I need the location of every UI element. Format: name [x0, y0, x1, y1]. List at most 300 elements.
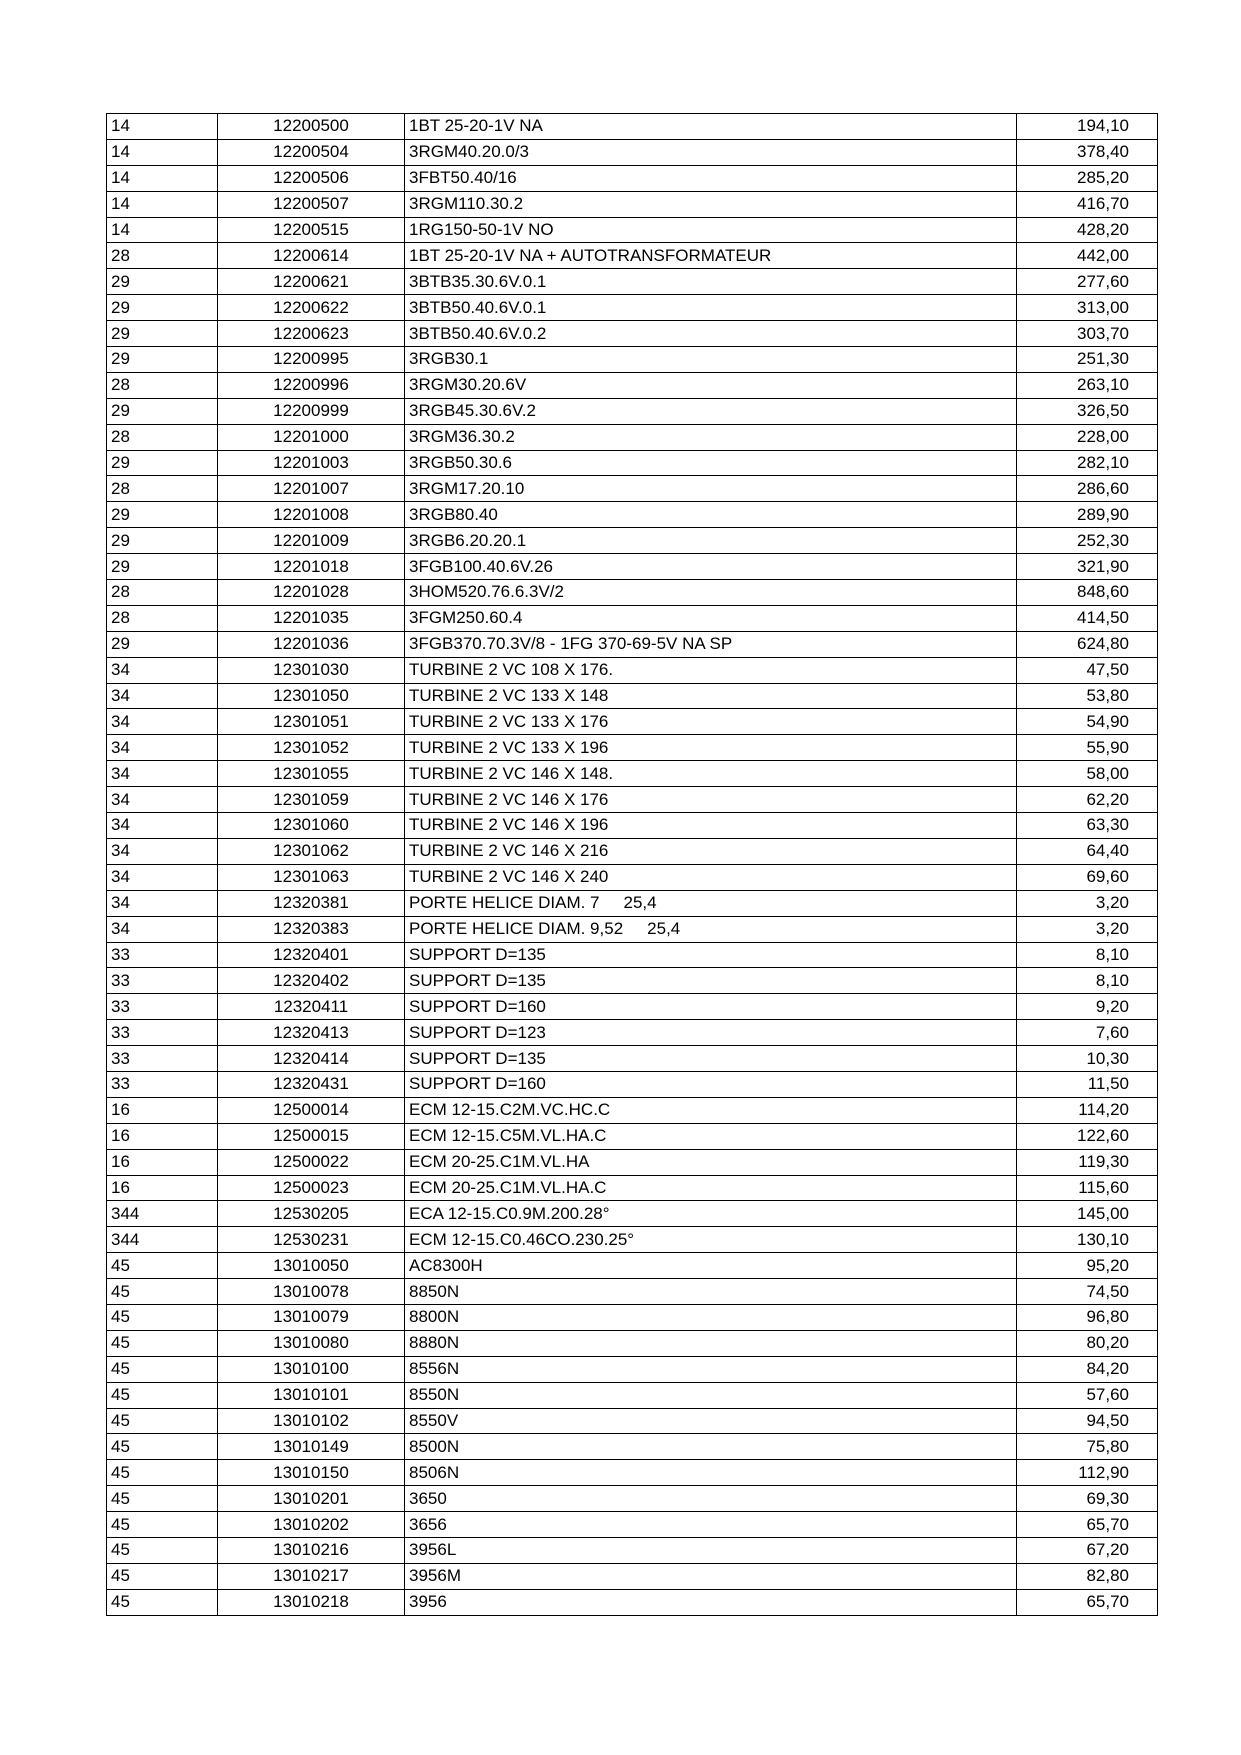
- group-cell: 29: [107, 528, 218, 554]
- group-cell: 33: [107, 942, 218, 968]
- group-cell: 45: [107, 1382, 218, 1408]
- designation-text: 1BT 25-20-1V NA + AUTOTRANSFORMATEUR: [409, 245, 772, 265]
- table-row: [107, 1460, 1158, 1486]
- table-row: [107, 631, 1158, 657]
- price-cell: 251,30: [1017, 347, 1158, 373]
- code-cell: 12301062: [218, 838, 405, 864]
- designation-text: 3RGB50.30.6: [409, 453, 513, 473]
- designation-cell: [405, 761, 1017, 787]
- table-row: [107, 502, 1158, 528]
- group-cell: 14: [107, 217, 218, 243]
- designation-cell: [405, 165, 1017, 191]
- price-cell: 9,20: [1017, 994, 1158, 1020]
- designation-cell: [405, 683, 1017, 709]
- designation-text: SUPPORT D=160: [409, 996, 546, 1016]
- designation-cell: [405, 1408, 1017, 1434]
- code-cell: 13010078: [218, 1279, 405, 1305]
- group-cell: 16: [107, 1097, 218, 1123]
- designation-text: 3956M: [409, 1566, 461, 1586]
- table-row: [107, 139, 1158, 165]
- code-cell: 13010150: [218, 1460, 405, 1486]
- table-row: [107, 217, 1158, 243]
- designation-text: 1RG150-50-1V NO: [409, 220, 554, 239]
- designation-text: 3FBT50.40/16: [409, 168, 517, 188]
- price-cell: 53,80: [1017, 683, 1158, 709]
- price-cell: 119,30: [1017, 1149, 1158, 1175]
- designation-cell: [405, 631, 1017, 657]
- table-row: [107, 114, 1158, 140]
- price-table: [106, 113, 1158, 1616]
- designation-text: SUPPORT D=135: [409, 970, 546, 990]
- price-cell: 313,00: [1017, 295, 1158, 321]
- group-cell: 45: [107, 1356, 218, 1382]
- code-cell: 12301063: [218, 864, 405, 890]
- group-cell: 45: [107, 1589, 218, 1615]
- group-cell: 34: [107, 735, 218, 761]
- price-cell: 3,20: [1017, 890, 1158, 916]
- designation-text: 8850N: [409, 1281, 460, 1301]
- price-cell: 282,10: [1017, 450, 1158, 476]
- price-cell: 321,90: [1017, 554, 1158, 580]
- designation-text: 3FGM250.60.4: [409, 608, 523, 628]
- designation-cell: [405, 1304, 1017, 1330]
- table-row: [107, 347, 1158, 373]
- group-cell: 34: [107, 838, 218, 864]
- table-row: [107, 1149, 1158, 1175]
- table-row: [107, 709, 1158, 735]
- code-cell: 12201007: [218, 476, 405, 502]
- group-cell: 29: [107, 450, 218, 476]
- group-cell: 45: [107, 1304, 218, 1330]
- designation-cell: [405, 916, 1017, 942]
- designation-text: 8550V: [409, 1410, 459, 1430]
- table-row: [107, 321, 1158, 347]
- table-row: [107, 1020, 1158, 1046]
- table-row: [107, 1537, 1158, 1563]
- designation-cell: [405, 191, 1017, 217]
- designation-extra-text: 25,4: [647, 919, 681, 939]
- price-cell: 112,90: [1017, 1460, 1158, 1486]
- designation-text: 8506N: [409, 1462, 460, 1482]
- group-cell: 28: [107, 605, 218, 631]
- code-cell: 12201035: [218, 605, 405, 631]
- table-row: [107, 890, 1158, 916]
- table-row: [107, 1330, 1158, 1356]
- price-cell: 62,20: [1017, 787, 1158, 813]
- designation-cell: [405, 139, 1017, 165]
- code-cell: 12500022: [218, 1149, 405, 1175]
- designation-cell: [405, 1020, 1017, 1046]
- price-cell: 47,50: [1017, 657, 1158, 683]
- price-cell: 428,20: [1017, 217, 1158, 243]
- code-cell: 12500023: [218, 1175, 405, 1201]
- price-cell: 54,90: [1017, 709, 1158, 735]
- group-cell: 29: [107, 295, 218, 321]
- designation-text: 3956L: [409, 1540, 457, 1560]
- code-cell: 12200621: [218, 269, 405, 295]
- designation-cell: [405, 450, 1017, 476]
- price-cell: 67,20: [1017, 1537, 1158, 1563]
- designation-text: 8550N: [409, 1385, 460, 1405]
- price-cell: 95,20: [1017, 1253, 1158, 1279]
- designation-cell: [405, 1537, 1017, 1563]
- group-cell: 34: [107, 864, 218, 890]
- table-row: [107, 1227, 1158, 1253]
- code-cell: 13010217: [218, 1563, 405, 1589]
- designation-text: 1BT 25-20-1V NA: [409, 116, 543, 136]
- group-cell: 34: [107, 916, 218, 942]
- table-row: [107, 1356, 1158, 1382]
- code-cell: 12200504: [218, 139, 405, 165]
- group-cell: 34: [107, 890, 218, 916]
- designation-cell: [405, 372, 1017, 398]
- designation-text: SUPPORT D=135: [409, 944, 546, 964]
- designation-cell: [405, 1046, 1017, 1072]
- code-cell: 12200500: [218, 114, 405, 140]
- designation-cell: [405, 1563, 1017, 1589]
- table-row: [107, 994, 1158, 1020]
- group-cell: 16: [107, 1149, 218, 1175]
- price-cell: 3,20: [1017, 916, 1158, 942]
- designation-cell: [405, 1356, 1017, 1382]
- designation-cell: [405, 1512, 1017, 1538]
- group-cell: 34: [107, 657, 218, 683]
- code-cell: 12320383: [218, 916, 405, 942]
- price-cell: 94,50: [1017, 1408, 1158, 1434]
- code-cell: 12200507: [218, 191, 405, 217]
- code-cell: 13010101: [218, 1382, 405, 1408]
- designation-cell: [405, 1071, 1017, 1097]
- designation-text: TURBINE 2 VC 146 X 148.: [409, 763, 614, 783]
- group-cell: 29: [107, 631, 218, 657]
- designation-cell: [405, 1123, 1017, 1149]
- price-cell: 122,60: [1017, 1123, 1158, 1149]
- code-cell: 12320381: [218, 890, 405, 916]
- designation-cell: [405, 1460, 1017, 1486]
- code-cell: 12200506: [218, 165, 405, 191]
- designation-cell: [405, 1149, 1017, 1175]
- price-cell: 8,10: [1017, 942, 1158, 968]
- code-cell: 13010050: [218, 1253, 405, 1279]
- price-cell: 114,20: [1017, 1097, 1158, 1123]
- designation-text: 3656: [409, 1514, 447, 1534]
- table-row: [107, 295, 1158, 321]
- code-cell: 12201028: [218, 580, 405, 606]
- designation-cell: [405, 787, 1017, 813]
- designation-cell: [405, 1279, 1017, 1305]
- price-cell: 84,20: [1017, 1356, 1158, 1382]
- designation-cell: [405, 580, 1017, 606]
- designation-cell: [405, 735, 1017, 761]
- designation-text: SUPPORT D=123: [409, 1022, 546, 1042]
- price-cell: 57,60: [1017, 1382, 1158, 1408]
- designation-cell: [405, 968, 1017, 994]
- group-cell: 28: [107, 580, 218, 606]
- table-row: [107, 1175, 1158, 1201]
- designation-cell: [405, 1382, 1017, 1408]
- code-cell: 12201009: [218, 528, 405, 554]
- price-cell: 303,70: [1017, 321, 1158, 347]
- designation-extra-text: 25,4: [623, 893, 657, 913]
- group-cell: 34: [107, 813, 218, 839]
- group-cell: 344: [107, 1201, 218, 1227]
- designation-cell: [405, 243, 1017, 269]
- designation-text: ECM 20-25.C1M.VL.HA: [409, 1152, 590, 1172]
- designation-text: 3RGM30.20.6V: [409, 375, 527, 395]
- code-cell: 12320411: [218, 994, 405, 1020]
- group-cell: 45: [107, 1253, 218, 1279]
- designation-text: ECA 12-15.C0.9M.200.28°: [409, 1203, 610, 1223]
- designation-text: TURBINE 2 VC 146 X 216: [409, 841, 609, 861]
- code-cell: 13010100: [218, 1356, 405, 1382]
- table-row: [107, 191, 1158, 217]
- designation-text: 3956: [409, 1592, 447, 1612]
- designation-text: 3RGM36.30.2: [409, 427, 515, 447]
- code-cell: 12200995: [218, 347, 405, 373]
- table-row: [107, 787, 1158, 813]
- table-row: [107, 813, 1158, 839]
- group-cell: 29: [107, 398, 218, 424]
- group-cell: 45: [107, 1537, 218, 1563]
- group-cell: 33: [107, 1071, 218, 1097]
- designation-cell: [405, 295, 1017, 321]
- designation-cell: [405, 1097, 1017, 1123]
- table-row: [107, 1589, 1158, 1615]
- code-cell: 12200999: [218, 398, 405, 424]
- table-row: [107, 424, 1158, 450]
- designation-text: TURBINE 2 VC 146 X 240: [409, 867, 609, 887]
- table-row: [107, 372, 1158, 398]
- price-cell: 7,60: [1017, 1020, 1158, 1046]
- table-row: [107, 735, 1158, 761]
- price-cell: 286,60: [1017, 476, 1158, 502]
- table-row: [107, 916, 1158, 942]
- designation-text: ECM 12-15.C0.46CO.230.25°: [409, 1229, 635, 1249]
- table-row: [107, 1563, 1158, 1589]
- designation-cell: [405, 1486, 1017, 1512]
- designation-cell: [405, 554, 1017, 580]
- group-cell: 45: [107, 1460, 218, 1486]
- group-cell: 29: [107, 554, 218, 580]
- code-cell: 12201003: [218, 450, 405, 476]
- code-cell: 13010201: [218, 1486, 405, 1512]
- price-cell: 194,10: [1017, 114, 1158, 140]
- designation-cell: [405, 502, 1017, 528]
- designation-cell: [405, 1227, 1017, 1253]
- code-cell: 13010216: [218, 1537, 405, 1563]
- code-cell: 12200614: [218, 243, 405, 269]
- designation-text: 3BTB50.40.6V.0.1: [409, 297, 547, 317]
- designation-text: ECM 12-15.C5M.VL.HA.C: [409, 1126, 607, 1146]
- table-row: [107, 528, 1158, 554]
- designation-cell: [405, 838, 1017, 864]
- table-row: [107, 683, 1158, 709]
- price-cell: 289,90: [1017, 502, 1158, 528]
- price-cell: 74,50: [1017, 1279, 1158, 1305]
- designation-text: TURBINE 2 VC 133 X 196: [409, 737, 609, 757]
- table-row: [107, 605, 1158, 631]
- table-row: [107, 657, 1158, 683]
- price-cell: 96,80: [1017, 1304, 1158, 1330]
- designation-cell: [405, 114, 1017, 140]
- designation-text: 8880N: [409, 1333, 460, 1353]
- table-row: [107, 942, 1158, 968]
- designation-text: AC8300H: [409, 1255, 483, 1275]
- code-cell: 12530205: [218, 1201, 405, 1227]
- designation-text: 3RGB30.1: [409, 349, 489, 369]
- group-cell: 45: [107, 1279, 218, 1305]
- price-cell: 82,80: [1017, 1563, 1158, 1589]
- price-cell: 55,90: [1017, 735, 1158, 761]
- group-cell: 45: [107, 1434, 218, 1460]
- code-cell: 13010218: [218, 1589, 405, 1615]
- price-cell: 64,40: [1017, 838, 1158, 864]
- table-row: [107, 1253, 1158, 1279]
- group-cell: 28: [107, 476, 218, 502]
- code-cell: 12201036: [218, 631, 405, 657]
- table-row: [107, 450, 1158, 476]
- table-row: [107, 1382, 1158, 1408]
- table-row: [107, 1434, 1158, 1460]
- table-row: [107, 838, 1158, 864]
- code-cell: 12200622: [218, 295, 405, 321]
- price-cell: 69,30: [1017, 1486, 1158, 1512]
- price-cell: 263,10: [1017, 372, 1158, 398]
- code-cell: 12200996: [218, 372, 405, 398]
- designation-cell: [405, 269, 1017, 295]
- table-row: [107, 1512, 1158, 1538]
- code-cell: 13010080: [218, 1330, 405, 1356]
- group-cell: 33: [107, 994, 218, 1020]
- designation-text: 3BTB35.30.6V.0.1: [409, 271, 547, 291]
- designation-text: 3BTB50.40.6V.0.2: [409, 323, 547, 343]
- code-cell: 12201018: [218, 554, 405, 580]
- designation-cell: [405, 890, 1017, 916]
- code-cell: 12200515: [218, 217, 405, 243]
- table-row: [107, 1071, 1158, 1097]
- designation-text: TURBINE 2 VC 146 X 176: [409, 789, 609, 809]
- price-cell: 11,50: [1017, 1071, 1158, 1097]
- group-cell: 16: [107, 1175, 218, 1201]
- price-cell: 58,00: [1017, 761, 1158, 787]
- designation-cell: [405, 1434, 1017, 1460]
- code-cell: 12301052: [218, 735, 405, 761]
- price-cell: 252,30: [1017, 528, 1158, 554]
- price-cell: 378,40: [1017, 139, 1158, 165]
- table-row: [107, 1408, 1158, 1434]
- price-cell: 624,80: [1017, 631, 1158, 657]
- group-cell: 45: [107, 1563, 218, 1589]
- designation-cell: [405, 424, 1017, 450]
- code-cell: 12301030: [218, 657, 405, 683]
- group-cell: 16: [107, 1123, 218, 1149]
- code-cell: 12301059: [218, 787, 405, 813]
- table-row: [107, 398, 1158, 424]
- designation-text: 8556N: [409, 1359, 460, 1379]
- table-row: [107, 165, 1158, 191]
- designation-text: 3HOM520.76.6.3V/2: [409, 582, 564, 602]
- price-cell: 69,60: [1017, 864, 1158, 890]
- code-cell: 12320431: [218, 1071, 405, 1097]
- group-cell: 14: [107, 191, 218, 217]
- designation-cell: [405, 1330, 1017, 1356]
- price-cell: 63,30: [1017, 813, 1158, 839]
- table-row: [107, 1201, 1158, 1227]
- group-cell: 344: [107, 1227, 218, 1253]
- code-cell: 12320402: [218, 968, 405, 994]
- table-row: [107, 1123, 1158, 1149]
- designation-text: 3FGB100.40.6V.26: [409, 556, 553, 576]
- designation-cell: [405, 657, 1017, 683]
- designation-cell: [405, 398, 1017, 424]
- price-cell: 145,00: [1017, 1201, 1158, 1227]
- group-cell: 33: [107, 1046, 218, 1072]
- designation-text: 3RGM110.30.2: [409, 194, 524, 214]
- designation-cell: [405, 347, 1017, 373]
- price-cell: 416,70: [1017, 191, 1158, 217]
- price-cell: 285,20: [1017, 165, 1158, 191]
- designation-cell: [405, 321, 1017, 347]
- designation-cell: [405, 528, 1017, 554]
- code-cell: 12301055: [218, 761, 405, 787]
- table-row: [107, 761, 1158, 787]
- designation-text: TURBINE 2 VC 133 X 148: [409, 686, 609, 706]
- group-cell: 33: [107, 1020, 218, 1046]
- group-cell: 29: [107, 502, 218, 528]
- designation-text: TURBINE 2 VC 146 X 196: [409, 815, 609, 835]
- group-cell: 28: [107, 372, 218, 398]
- table-row: [107, 1279, 1158, 1305]
- price-cell: 277,60: [1017, 269, 1158, 295]
- designation-text: 8500N: [409, 1436, 460, 1456]
- designation-text: PORTE HELICE DIAM. 9,52: [409, 919, 624, 939]
- group-cell: 28: [107, 243, 218, 269]
- code-cell: 13010149: [218, 1434, 405, 1460]
- code-cell: 12201000: [218, 424, 405, 450]
- table-row: [107, 243, 1158, 269]
- group-cell: 34: [107, 761, 218, 787]
- group-cell: 45: [107, 1512, 218, 1538]
- code-cell: 12301050: [218, 683, 405, 709]
- group-cell: 45: [107, 1486, 218, 1512]
- designation-text: 3FGB370.70.3V/8 - 1FG 370-69-5V NA SP: [409, 634, 733, 654]
- group-cell: 29: [107, 321, 218, 347]
- designation-text: PORTE HELICE DIAM. 7: [409, 893, 600, 913]
- designation-cell: [405, 217, 1017, 243]
- price-cell: 65,70: [1017, 1512, 1158, 1538]
- table-row: [107, 554, 1158, 580]
- code-cell: 12320413: [218, 1020, 405, 1046]
- designation-text: 3RGB45.30.6V.2: [409, 401, 536, 421]
- price-cell: 848,60: [1017, 580, 1158, 606]
- designation-cell: [405, 1175, 1017, 1201]
- designation-text: ECM 12-15.C2M.VC.HC.C: [409, 1100, 611, 1120]
- code-cell: 12301051: [218, 709, 405, 735]
- table-row: [107, 269, 1158, 295]
- designation-text: 8800N: [409, 1307, 460, 1327]
- code-cell: 13010079: [218, 1304, 405, 1330]
- designation-cell: [405, 1589, 1017, 1615]
- code-cell: 12530231: [218, 1227, 405, 1253]
- price-cell: 8,10: [1017, 968, 1158, 994]
- group-cell: 29: [107, 269, 218, 295]
- code-cell: 12500015: [218, 1123, 405, 1149]
- designation-text: ECM 20-25.C1M.VL.HA.C: [409, 1177, 607, 1197]
- code-cell: 13010202: [218, 1512, 405, 1538]
- group-cell: 34: [107, 683, 218, 709]
- price-cell: 414,50: [1017, 605, 1158, 631]
- group-cell: 14: [107, 165, 218, 191]
